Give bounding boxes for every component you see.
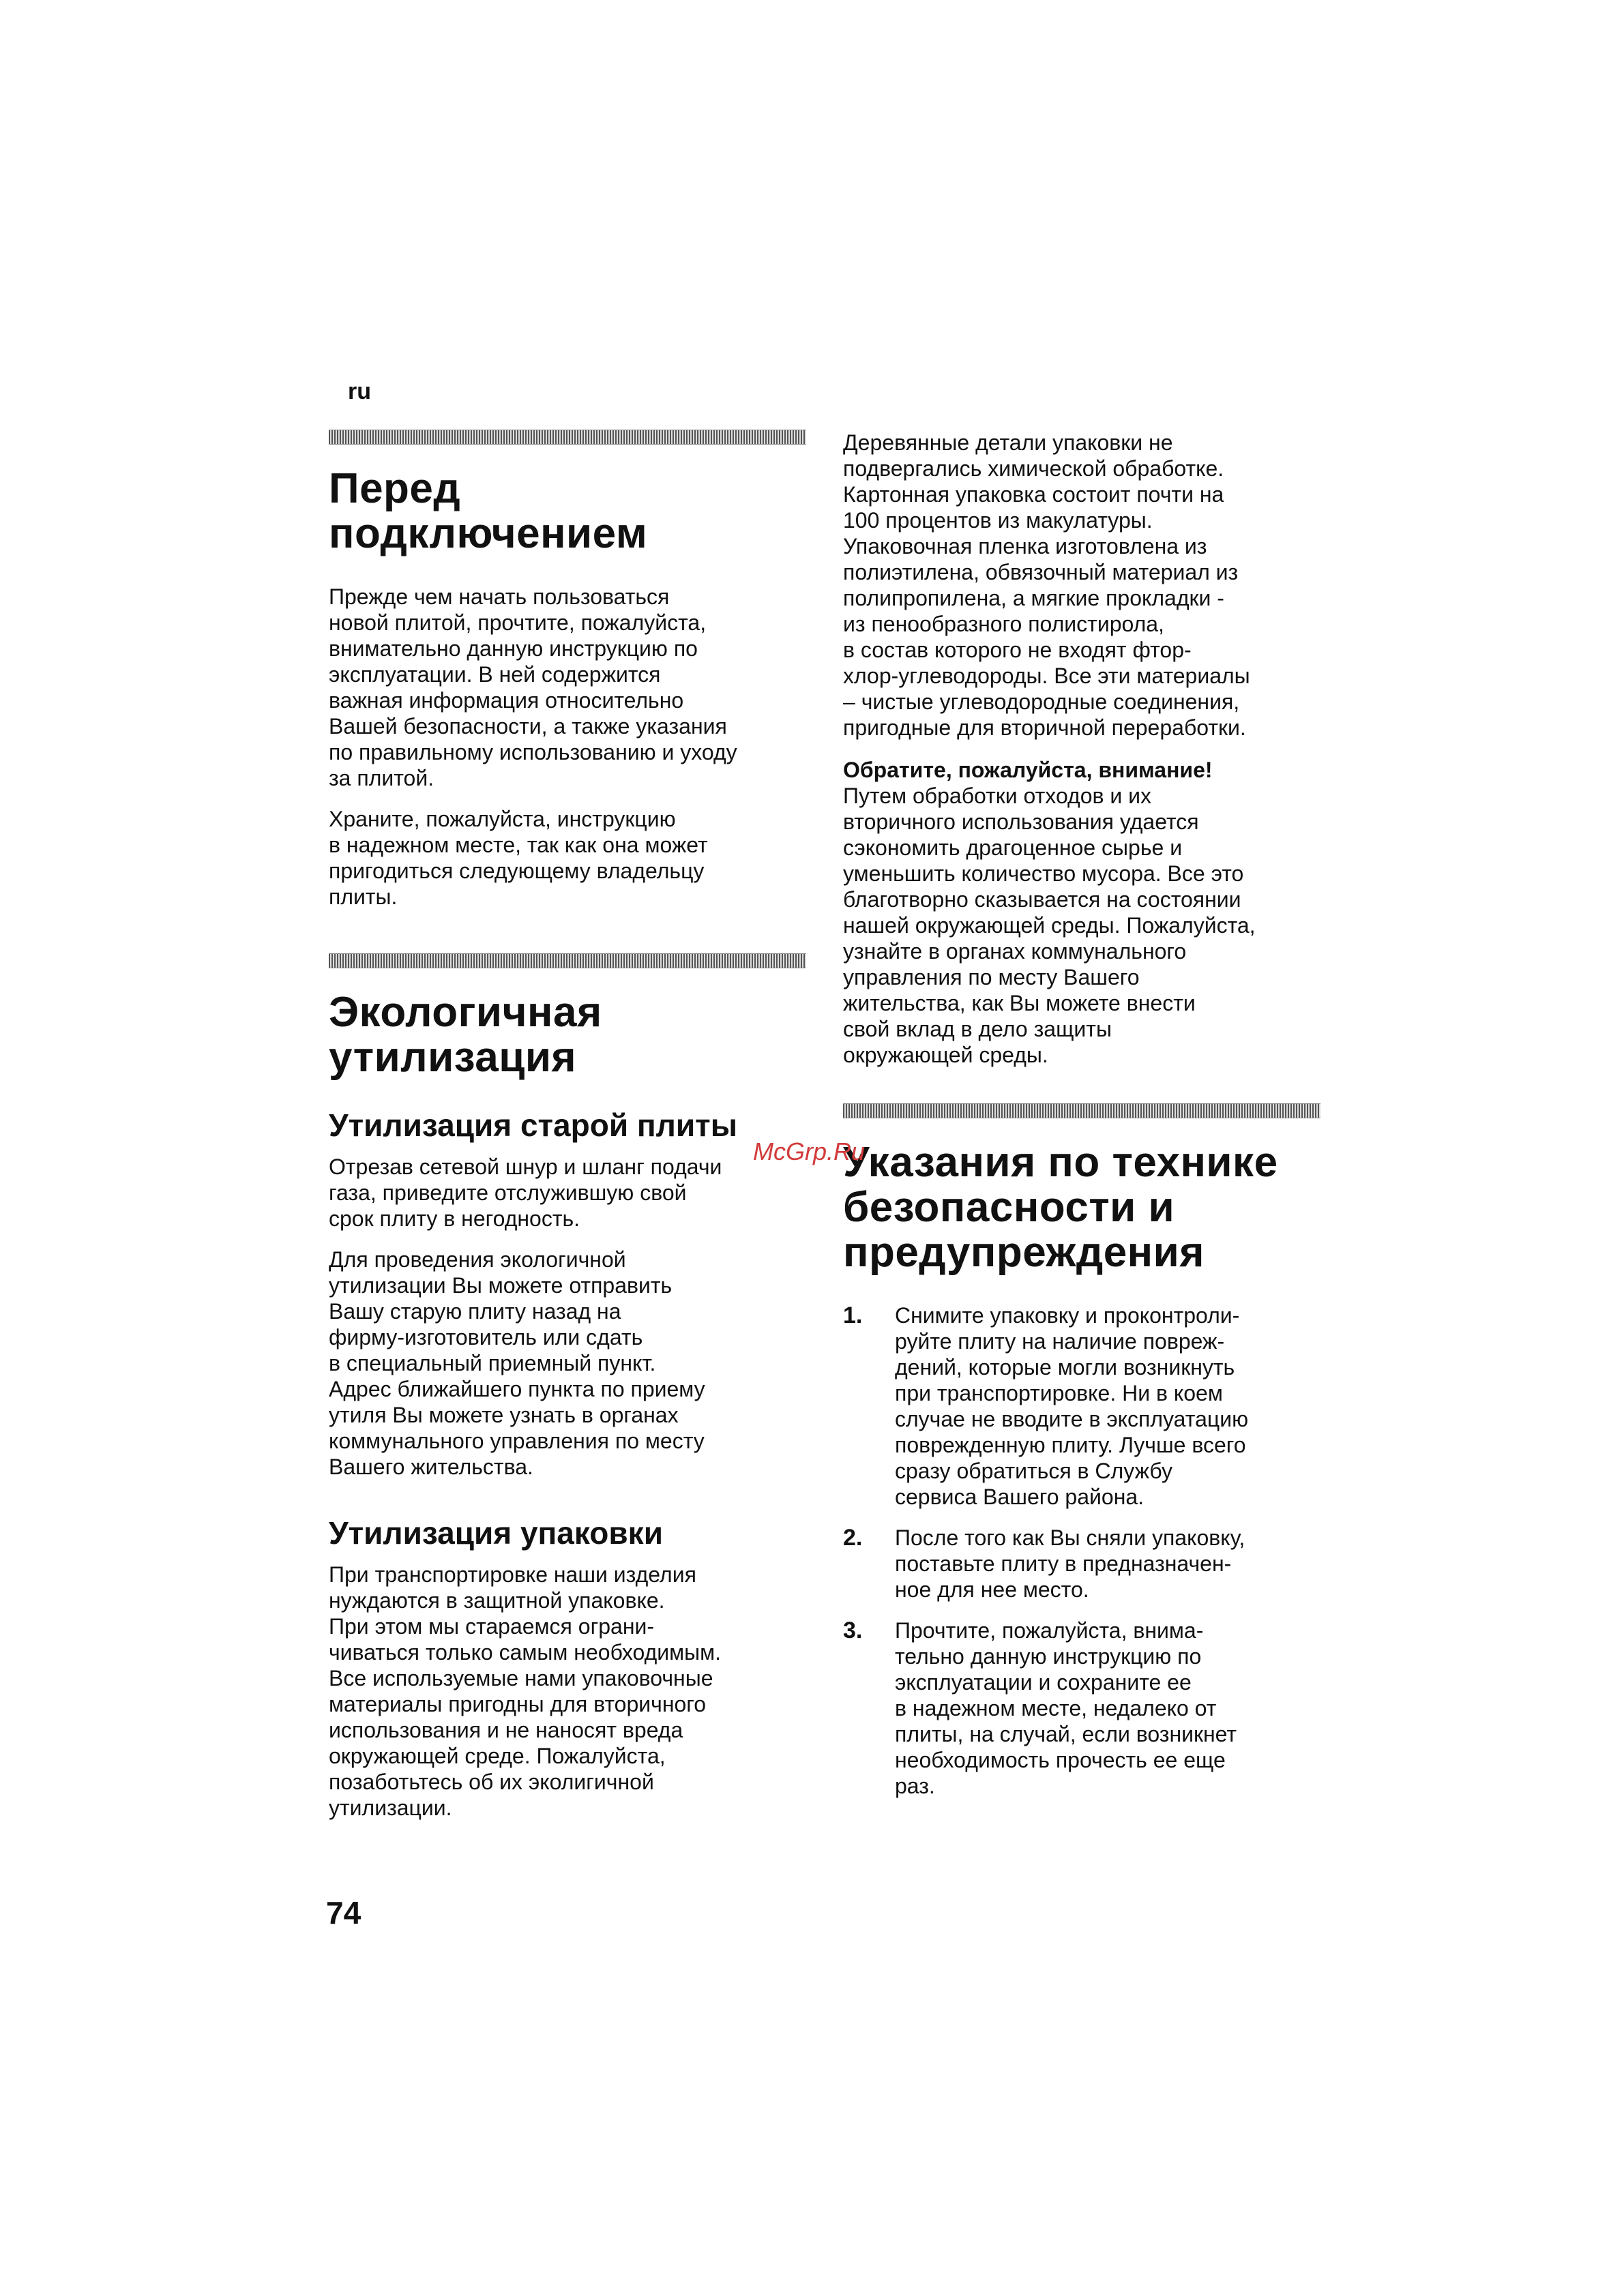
watermark: McGrp.Ru — [753, 1137, 866, 1165]
subsection-title-old-appliance: Утилизация старой плиты — [329, 1107, 737, 1143]
section-divider — [329, 953, 806, 968]
paragraph: Прежде чем начать пользоваться новой плитой, прочтите, пожалуйста, внимательно данную инструкцию по эксплуатации. В ней содержится важная информация относительно Вашей безопасности, а также указания по правильному использованию и уходу за плитой. — [329, 584, 737, 790]
list-text: Прочтите, пожалуйста, внима- тельно данную инструкцию по эксплуатации и сохраните ее в надежном месте, недалеко от плиты, на случай, если возникнет необходимость прочесть ее еще раз. — [895, 1618, 1237, 1798]
paragraph: Для проведения экологичной утилизации Вы можете отправить Вашу старую плиту назад на фирму-изготовитель или сдать в специальный приемный пункт. Адрес ближайшего пункта по приему утиля Вы можете узнать в органах коммунального управления по месту Вашего жительства. — [329, 1247, 705, 1479]
list-number: 2. — [843, 1525, 863, 1551]
paragraph: При транспортировке наши изделия нуждаются в защитной упаковке. При этом мы стараемся ограни- чиваться только самым необходимым. Все используемые нами упаковочные материалы пригодны для вторичного использования и не наносят вреда окружающей среде. Пожалуйста, позаботьтесь об их эколигичной утилизации. — [329, 1562, 721, 1820]
list-item — [843, 1525, 1320, 1602]
list-item — [843, 1617, 1320, 1799]
list-text: После того как Вы сняли упаковку, поставьте плиту в предназначен- ное для нее место. — [895, 1525, 1245, 1602]
list-text: Снимите упаковку и проконтроли- руйте плиту на наличие повреж- дений, которые могли возникнуть при транспортировке. Ни в коем случае не вводите в эксплуатацию поврежденную плиту. Лучше всего сразу обратиться в Службу сервиса Вашего района. — [895, 1303, 1249, 1509]
paragraph: Путем обработки отходов и их вторичного использования удается сэкономить драгоценное сырье и уменьшить количество мусора. Все это благотворно сказывается на состоянии нашей окружающей среды. Пожалуйста, узнайте в органах коммунального управления по месту Вашего жительства, как Вы можете внести свой вклад в дело защиты окружающей среды. — [843, 784, 1256, 1067]
section-divider — [329, 430, 806, 445]
section-divider — [843, 1103, 1320, 1118]
subsection-title-packaging: Утилизация упаковки — [329, 1515, 663, 1551]
paragraph: Отрезав сетевой шнур и шланг подачи газа, приведите отслужившую свой срок плиту в негодность. — [329, 1154, 722, 1231]
section-title-before-connection: Перед подключением — [329, 465, 648, 557]
list-number: 3. — [843, 1617, 863, 1643]
section-title-eco-disposal: Экологичная утилизация — [329, 989, 602, 1081]
language-code: ru — [348, 378, 371, 404]
notice-label: Обратите, пожалуйста, внимание! — [843, 758, 1213, 782]
right-column — [843, 430, 1320, 1814]
left-column — [329, 430, 806, 1836]
paragraph: Деревянные детали упаковки не подвергались химической обработке. Картонная упаковка состоит почти на 100 процентов из макулатуры. Упаковочная пленка изготовлена из полиэтилена, обвязочный материал из полипропилена, а мягкие прокладки - из пенообразного полистирола, в состав которого не входят фтор- хлор-углеводороды. Все эти материалы – чистые углеводородные соединения, пригодные для вторичной переработки. — [843, 430, 1250, 740]
list-item — [843, 1302, 1320, 1510]
page-number: 74 — [326, 1895, 361, 1930]
section-title-safety: Указания по технике безопасности и предупреждения — [843, 1139, 1278, 1276]
list-number: 1. — [843, 1302, 863, 1328]
paragraph: Храните, пожалуйста, инструкцию в надежном месте, так как она может пригодиться следующему владельцу плиты. — [329, 807, 708, 909]
